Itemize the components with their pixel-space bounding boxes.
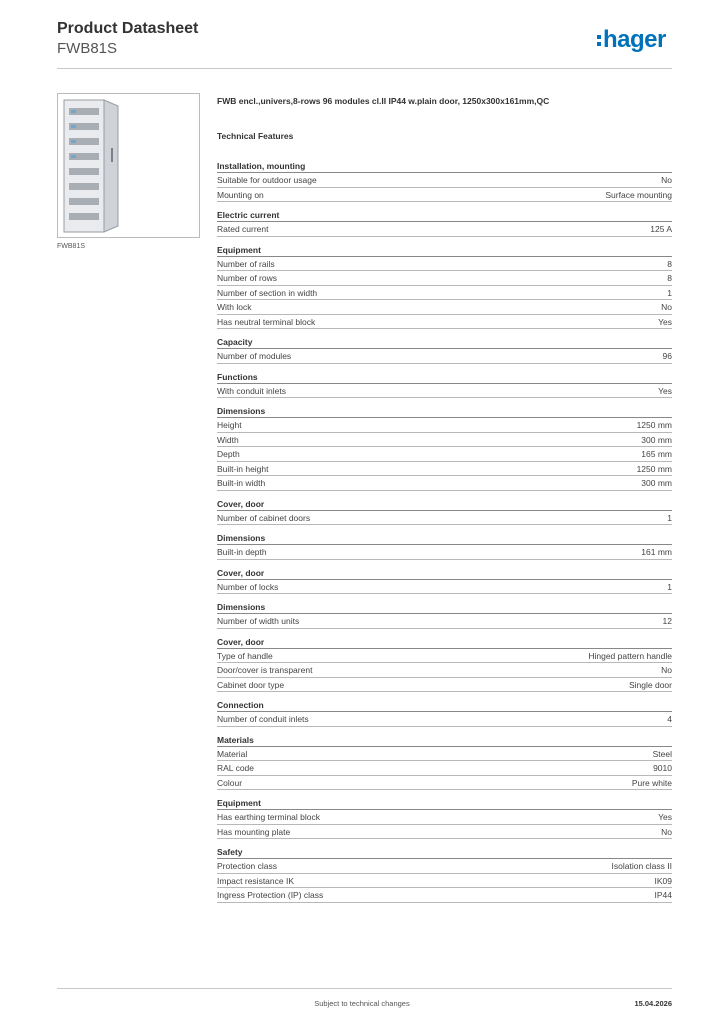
feature-label: Number of width units: [217, 616, 300, 626]
feature-value: 300 mm: [641, 434, 672, 445]
feature-value: 8: [667, 258, 672, 269]
hager-logo: [597, 26, 666, 54]
feature-row: [217, 712, 672, 727]
feature-section: [217, 525, 672, 560]
feature-row: [217, 874, 672, 889]
feature-value: 96: [662, 351, 672, 361]
feature-value: Yes: [658, 385, 672, 396]
feature-section: [217, 491, 672, 526]
feature-row: [217, 286, 672, 301]
logo-dots-icon: [597, 35, 601, 46]
section-title: Materials: [217, 727, 672, 747]
footer-divider: [57, 988, 672, 989]
feature-row: [217, 810, 672, 825]
feature-label: Suitable for outdoor usage: [217, 175, 317, 185]
feature-section: [217, 364, 672, 399]
feature-row: [217, 300, 672, 315]
section-title: Dimensions: [217, 594, 672, 614]
feature-label: Protection class: [217, 861, 277, 871]
feature-section: [217, 790, 672, 839]
header-divider: [57, 68, 672, 69]
logo-text: hager: [603, 26, 666, 53]
feature-section: [217, 398, 672, 491]
feature-value: Pure white: [631, 777, 672, 788]
enclosure-product-image: [62, 98, 122, 234]
feature-row: [217, 476, 672, 491]
feature-value: 9010: [653, 763, 672, 773]
feature-row: [217, 271, 672, 286]
feature-label: RAL code: [217, 763, 255, 773]
feature-label: Ingress Protection (IP) class: [217, 890, 324, 900]
feature-value: 161 mm: [641, 547, 672, 557]
feature-label: Impact resistance IK: [217, 875, 295, 886]
feature-label: Number of cabinet doors: [217, 512, 311, 523]
feature-value: No: [661, 302, 672, 312]
feature-label: Has neutral terminal block: [217, 316, 316, 327]
feature-row: [217, 188, 672, 203]
section-title: Equipment: [217, 790, 672, 810]
feature-row: [217, 663, 672, 678]
feature-label: Built-in height: [217, 463, 269, 474]
feature-value: 1: [667, 512, 672, 523]
section-title: Cover, door: [217, 491, 672, 511]
feature-value: No: [661, 826, 672, 837]
feature-label: Depth: [217, 449, 240, 459]
feature-value: Hinged pattern handle: [588, 650, 672, 661]
feature-value: IP44: [654, 890, 672, 900]
section-title: Functions: [217, 364, 672, 384]
feature-label: With conduit inlets: [217, 385, 286, 396]
feature-value: Surface mounting: [605, 189, 672, 200]
section-title: Cover, door: [217, 629, 672, 649]
feature-value: 1: [667, 581, 672, 592]
feature-value: 12: [662, 616, 672, 626]
feature-row: [217, 257, 672, 272]
feature-label: Width: [217, 434, 239, 445]
feature-label: Number of section in width: [217, 287, 318, 298]
feature-row: [217, 888, 672, 903]
feature-row: [217, 447, 672, 462]
feature-value: 1250 mm: [636, 420, 672, 430]
feature-value: No: [661, 175, 672, 185]
product-code: FWB81S: [57, 40, 118, 57]
feature-label: Colour: [217, 777, 243, 788]
section-title: Installation, mounting: [217, 153, 672, 173]
feature-label: Rated current: [217, 224, 269, 234]
feature-section: [217, 202, 672, 237]
footer-note: Subject to technical changes: [314, 999, 410, 1008]
feature-label: Built-in depth: [217, 547, 267, 557]
feature-row: [217, 315, 672, 330]
section-title: Cover, door: [217, 560, 672, 580]
feature-section: [217, 594, 672, 629]
section-title: Dimensions: [217, 525, 672, 545]
feature-section: [217, 727, 672, 791]
feature-row: [217, 614, 672, 629]
feature-row: [217, 433, 672, 448]
section-title: Electric current: [217, 202, 672, 222]
feature-row: [217, 511, 672, 526]
feature-row: [217, 173, 672, 188]
feature-row: [217, 384, 672, 399]
feature-value: 1: [667, 287, 672, 298]
feature-row: [217, 678, 672, 693]
feature-label: Number of conduit inlets: [217, 714, 309, 724]
feature-value: 125 A: [650, 224, 672, 234]
feature-section: [217, 560, 672, 595]
feature-value: IK09: [654, 875, 672, 886]
page-title: Product Datasheet: [57, 20, 199, 37]
datasheet-content: [217, 96, 672, 903]
feature-section: [217, 153, 672, 202]
product-description: FWB encl.,univers,8-rows 96 modules cl.II IP44 w.plain door, 1250x300x161mm,QC: [217, 96, 550, 106]
feature-sections: [217, 153, 672, 903]
feature-value: Isolation class II: [611, 861, 672, 871]
feature-value: 4: [667, 714, 672, 724]
feature-label: Number of modules: [217, 351, 292, 361]
feature-value: No: [661, 665, 672, 675]
feature-row: [217, 418, 672, 433]
feature-value: Single door: [628, 679, 672, 690]
feature-section: [217, 629, 672, 693]
feature-section: [217, 237, 672, 330]
feature-label: Number of locks: [217, 581, 279, 592]
feature-row: [217, 747, 672, 762]
feature-value: Steel: [652, 748, 672, 759]
product-image-caption: FWB81S: [57, 243, 86, 250]
feature-value: Yes: [658, 316, 672, 327]
section-title: Safety: [217, 839, 672, 859]
feature-label: Height: [217, 420, 242, 430]
feature-label: Built-in width: [217, 478, 266, 488]
feature-value: 1250 mm: [636, 463, 672, 474]
feature-row: [217, 825, 672, 840]
feature-section: [217, 839, 672, 903]
section-title: Capacity: [217, 329, 672, 349]
feature-label: Material: [217, 748, 248, 759]
feature-label: Door/cover is transparent: [217, 665, 313, 675]
feature-label: Cabinet door type: [217, 679, 285, 690]
section-title: Dimensions: [217, 398, 672, 418]
section-title: Equipment: [217, 237, 672, 257]
feature-row: [217, 649, 672, 664]
feature-row: [217, 859, 672, 874]
feature-row: [217, 776, 672, 791]
feature-row: [217, 761, 672, 776]
footer-date: 15.04.2026: [634, 999, 672, 1008]
feature-value: 165 mm: [641, 449, 672, 459]
feature-section: [217, 692, 672, 727]
feature-label: With lock: [217, 302, 252, 312]
feature-label: Has earthing terminal block: [217, 812, 320, 822]
feature-row: [217, 545, 672, 560]
technical-features-title: Technical Features: [217, 131, 294, 141]
feature-row: [217, 580, 672, 595]
feature-value: 8: [667, 273, 672, 283]
feature-value: 300 mm: [641, 478, 672, 488]
feature-label: Mounting on: [217, 189, 264, 200]
feature-label: Number of rails: [217, 258, 275, 269]
feature-value: Yes: [658, 812, 672, 822]
section-title: Connection: [217, 692, 672, 712]
feature-row: [217, 222, 672, 237]
feature-section: [217, 329, 672, 364]
feature-label: Type of handle: [217, 650, 273, 661]
feature-row: [217, 462, 672, 477]
feature-label: Number of rows: [217, 273, 277, 283]
feature-label: Has mounting plate: [217, 826, 291, 837]
feature-row: [217, 349, 672, 364]
